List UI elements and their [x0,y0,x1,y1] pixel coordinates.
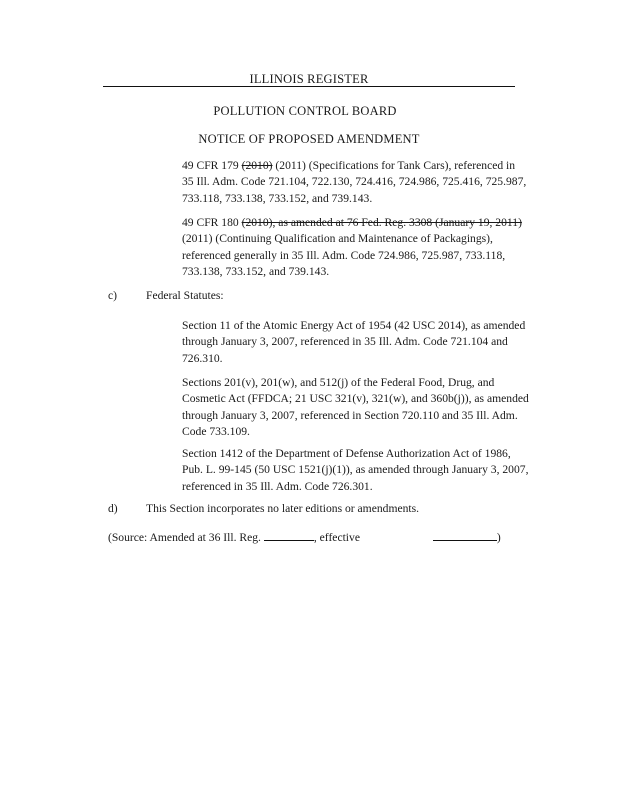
cfr-179-struck-year: (2010) [241,159,273,172]
dod-line-3: referenced in 35 Ill. Adm. Code 726.301. [182,479,373,493]
section-c-marker: c) [108,289,118,302]
cfr-180-struck-text: (2010), as amended at 76 Fed. Reg. 3308 (January 19, 2011) [241,216,522,229]
ffdca-line-2: Cosmetic Act (FFDCA; 21 USC 321(v), 321(w), and 360b(j)), as amended [182,392,529,406]
dod-line-1: Section 1412 of the Department of Defense Authorization Act of 1986, [182,447,511,460]
cfr-179-line-1 [182,158,526,174]
dod-paragraph [182,446,528,495]
cfr-180-paragraph [182,215,522,280]
cfr-180-line-1 [182,215,522,231]
ffdca-line-4: Code 733.109. [182,424,250,438]
header-rule [103,86,515,87]
ffdca-line-3: through January 3, 2007, referenced in Section 720.110 and 35 Ill. Adm. [182,408,518,422]
cfr-179-text-cont: (2011) (Specifications for Tank Cars), referenced in [272,159,516,172]
effective-date-blank [433,530,497,541]
aea-line-3: 726.310. [182,351,223,365]
cfr-180-line-3: referenced generally in 35 Ill. Adm. Code 724.986, 725.987, 733.118, [182,248,506,262]
source-line [108,530,501,546]
section-d-text: This Section incorporates no later editions or amendments. [146,502,420,515]
cfr-180-text: 49 CFR 180 [182,216,242,229]
notice-title: NOTICE OF PROPOSED AMENDMENT [198,132,420,146]
aea-line-2: through January 3, 2007, referenced in 35 Ill. Adm. Code 721.104 and [182,335,508,349]
source-prefix: (Source: Amended at 36 Ill. Reg. [108,531,264,544]
board-title: POLLUTION CONTROL BOARD [213,104,397,118]
dod-line-2: Pub. L. 99-145 (50 USC 1521(j)(1)), as amended through January 3, 2007, [182,463,529,477]
ffdca-paragraph [182,375,529,440]
cfr-179-line-3: 733.118, 733.138, 733.152, and 739.143. [182,191,373,205]
aea-paragraph [182,318,525,367]
source-close: ) [496,531,501,544]
cfr-179-text: 49 CFR 179 [182,159,242,172]
cfr-180-line-4: 733.138, 733.152, and 739.143. [182,264,330,278]
cfr-180-line-2: (2011) (Continuing Qualification and Maintenance of Packagings), [182,232,493,246]
section-c-title: Federal Statutes: [146,289,224,302]
ffdca-line-1: Sections 201(v), 201(w), and 512(j) of the Federal Food, Drug, and [182,376,495,389]
source-effective: , effective [313,531,363,544]
cfr-179-line-2: 35 Ill. Adm. Code 721.104, 722.130, 724.416, 724.986, 725.416, 725.987, [182,175,527,189]
register-title: ILLINOIS REGISTER [249,72,369,86]
aea-line-1: Section 11 of the Atomic Energy Act of 1954 (42 USC 2014), as amended [182,319,526,332]
cfr-179-paragraph [182,158,526,207]
register-page-blank [264,530,314,541]
section-d-marker: d) [108,502,118,515]
